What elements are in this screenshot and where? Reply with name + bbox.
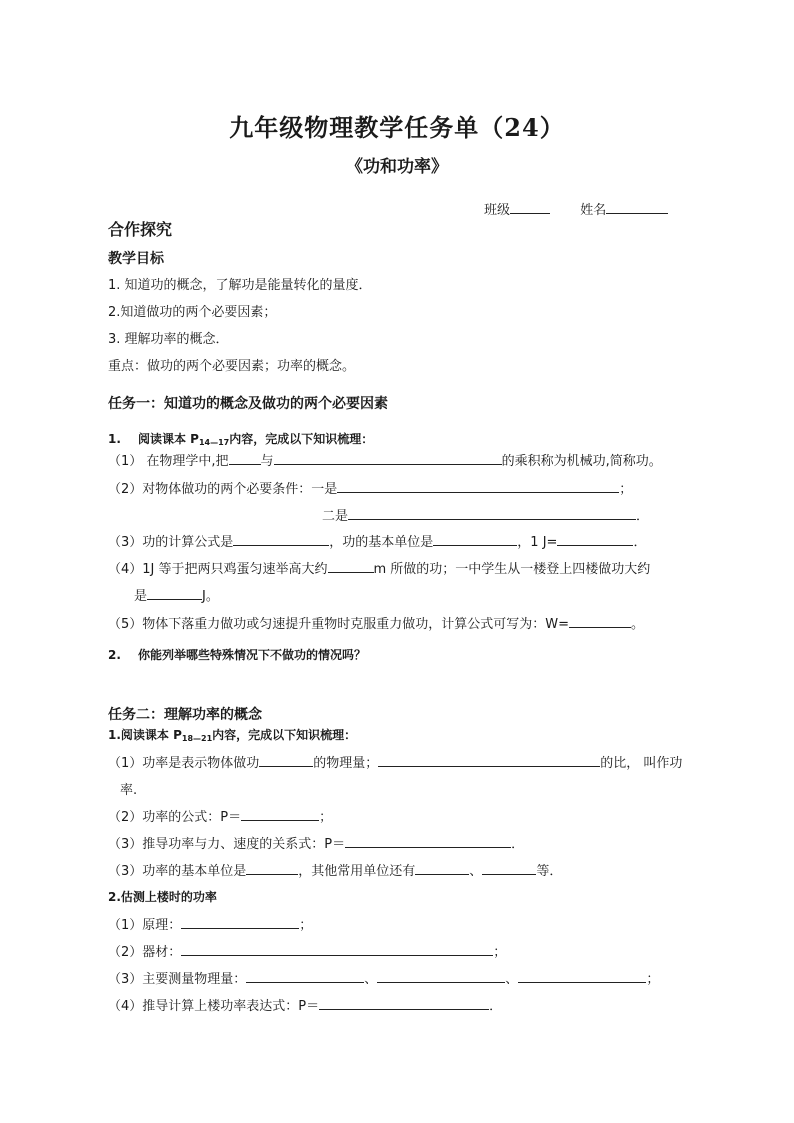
fill-blank[interactable] [259, 753, 313, 767]
class-name-line [484, 199, 668, 218]
task1-line-4: （4）1J 等于把两只鸡蛋匀速举高大约 m 所做的功；一中学生从一楼登上四楼做功大约 [108, 558, 650, 577]
task2-method-3: （3）主要测量物理量： 、 、 ； [108, 968, 659, 987]
task2-method-4: （4）推导计算上楼功率表达式：P＝ ． [108, 995, 502, 1014]
task1-question-1: 1. 阅读课本 $P_{14—17}$内容，完成以下知识梳理： [108, 432, 374, 447]
goal-item: 3. 理解功率的概念． [108, 332, 229, 347]
section-heading: 合作探究 [108, 220, 173, 239]
fill-blank[interactable] [569, 614, 631, 628]
fill-blank[interactable] [433, 532, 517, 546]
key-points: 重点：做功的两个必要因素；功率的概念。 [108, 359, 356, 374]
task2-question-2: 2.估测上楼时的功率 [108, 890, 217, 904]
fill-blank[interactable] [181, 942, 493, 956]
task1-line-5: （5）物体下落重力做功或匀速提升重物时克服重力做功，计算公式可写为：W= 。 [108, 613, 644, 632]
fill-blank[interactable] [518, 969, 646, 983]
fill-blank[interactable] [557, 532, 633, 546]
fill-blank[interactable] [274, 451, 502, 465]
name-label: 姓名 [580, 203, 607, 218]
task2-line-1b: 率. [120, 783, 138, 798]
name-blank[interactable] [606, 200, 668, 214]
fill-blank[interactable] [345, 834, 511, 848]
fill-blank[interactable] [241, 807, 319, 821]
fill-blank[interactable] [233, 532, 329, 546]
task2-method-2: （2）器材： ； [108, 941, 506, 960]
goals-heading: 教学目标 [108, 251, 164, 267]
task2-method-1: （1）原理： ； [108, 914, 312, 933]
fill-blank[interactable] [337, 479, 619, 493]
fill-blank[interactable] [229, 451, 261, 465]
task2-question-1: 1.阅读课本 $P_{18—21}$内容，完成以下知识梳理： [108, 728, 357, 743]
task1-line-2b: 二是 ． [322, 505, 649, 524]
fill-blank[interactable] [482, 861, 536, 875]
fill-blank[interactable] [246, 969, 364, 983]
class-label: 班级 [484, 203, 511, 218]
task2-line-2: （2）功率的公式：P＝ ； [108, 806, 332, 825]
task2-line-3: （3）推导功率与力、速度的关系式：P＝ ． [108, 833, 524, 852]
task2-heading: 任务二：理解功率的概念 [108, 707, 262, 723]
page-title: 九年级物理教学任务单（24） [229, 113, 565, 142]
task2-line-4: （3）功率的基本单位是 ，其他常用单位还有 、 等． [108, 860, 562, 879]
task1-line-1: （1） 在物理学中,把 与 的乘积称为机械功,简称功。 [108, 450, 662, 469]
task2-line-1: （1）功率是表示物体做功 的物理量； 的比， 叫作功 [108, 752, 682, 771]
fill-blank[interactable] [415, 861, 469, 875]
goal-item: 1. 知道功的概念，了解功是能量转化的量度． [108, 278, 372, 293]
task1-line-4b: 是 J。 [134, 585, 219, 604]
task1-heading: 任务一：知道功的概念及做功的两个必要因素 [108, 396, 388, 412]
class-blank[interactable] [510, 200, 550, 214]
question-number: 1. [108, 432, 121, 446]
question-number: 2. [108, 648, 121, 662]
task1-question-2: 2. 你能列举哪些特殊情况下不做功的情况吗？ [108, 648, 367, 662]
goal-item: 2.知道做功的两个必要因素； [108, 305, 277, 320]
fill-blank[interactable] [246, 861, 298, 875]
fill-blank[interactable] [147, 586, 202, 600]
page-subtitle: 《功和功率》 [346, 157, 448, 177]
task1-line-2: （2）对物体做功的两个必要条件：一是 ； [108, 478, 632, 497]
task1-line-3: （3）功的计算公式是 ，功的基本单位是 ，1 J= ． [108, 531, 646, 550]
fill-blank[interactable] [181, 915, 299, 929]
fill-blank[interactable] [319, 996, 489, 1010]
fill-blank[interactable] [328, 559, 374, 573]
fill-blank[interactable] [377, 969, 505, 983]
fill-blank[interactable] [378, 753, 600, 767]
fill-blank[interactable] [348, 506, 636, 520]
